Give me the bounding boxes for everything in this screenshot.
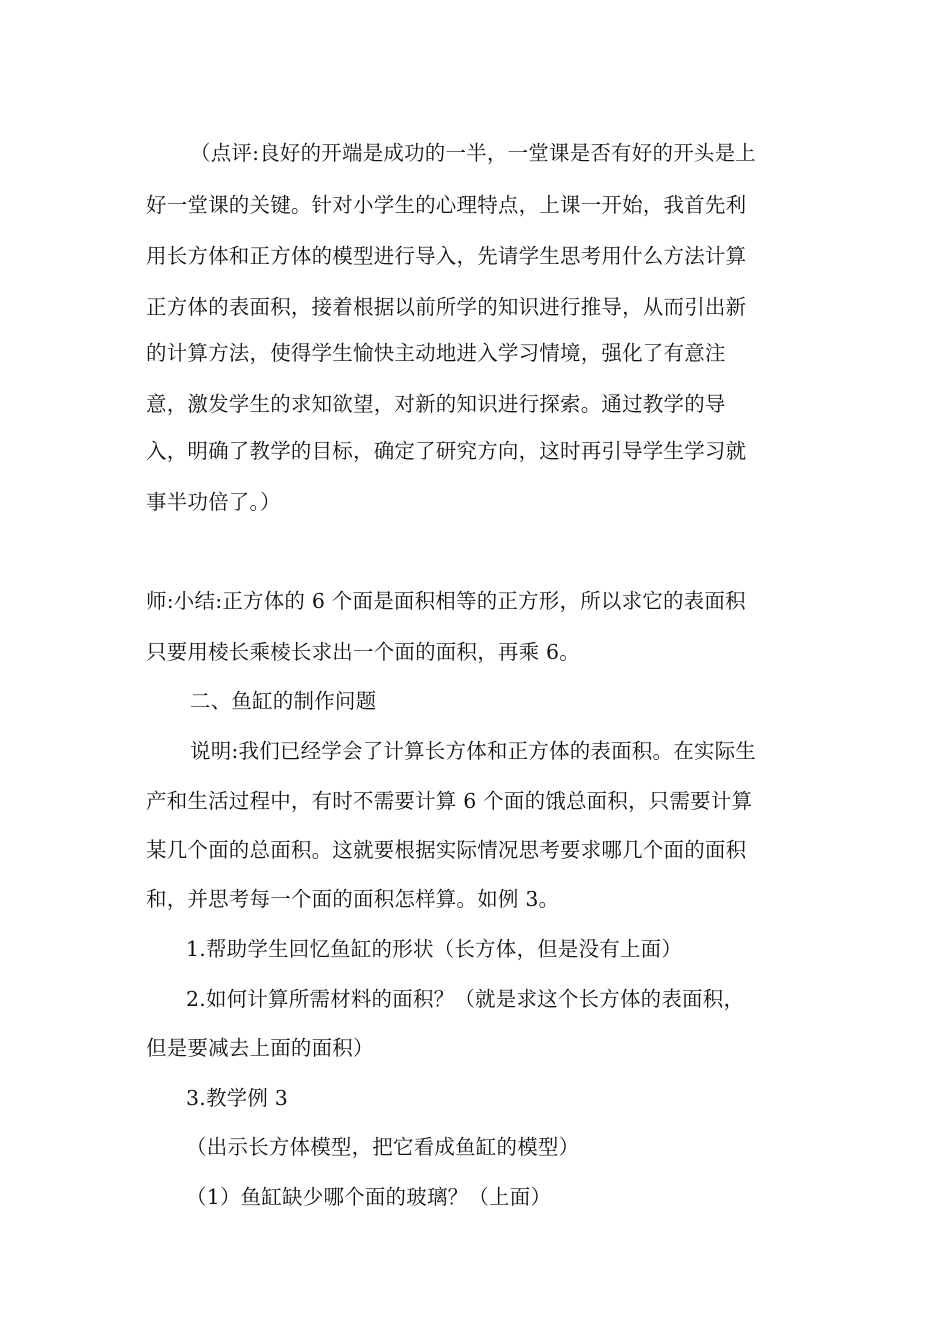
- comment-line-4: 正方体的表面积，接着根据以前所学的知识进行推导，从而引出新: [146, 295, 747, 319]
- question-1: （1）鱼缸缺少哪个面的玻璃？（上面）: [186, 1185, 552, 1209]
- explanation-line-3: 某几个面的总面积。这就要根据实际情况思考要求哪几个面的面积: [146, 838, 747, 862]
- summary-line-1: 师:小结:正方体的 6 个面是面积相等的正方形，所以求它的表面积: [146, 589, 746, 613]
- comment-line-7: 入，明确了教学的目标，确定了研究方向，这时再引导学生学习就: [146, 439, 747, 463]
- comment-line-1: （点评:良好的开端是成功的一半，一堂课是否有好的开头是上: [190, 141, 757, 165]
- explanation-line-2: 产和生活过程中，有时不需要计算 6 个面的饿总面积，只需要计算: [146, 789, 753, 813]
- explanation-line-4: 和，并思考每一个面的面积怎样算。如例 3。: [146, 887, 560, 911]
- comment-line-6: 意，激发学生的求知欲望，对新的知识进行探索。通过教学的导: [146, 392, 726, 416]
- comment-line-3: 用长方体和正方体的模型进行导入，先请学生思考用什么方法计算: [146, 244, 747, 268]
- explanation-line-1: 说明:我们已经学会了计算长方体和正方体的表面积。在实际生: [190, 739, 757, 763]
- comment-line-8: 事半功倍了。）: [146, 490, 281, 514]
- summary-line-2: 只要用棱长乘棱长求出一个面的面积，再乘 6。: [146, 640, 580, 664]
- comment-line-5: 的计算方法，使得学生愉快主动地进入学习情境，强化了有意注: [146, 341, 726, 365]
- comment-line-2: 好一堂课的关键。针对小学生的心理特点，上课一开始，我首先利: [146, 193, 747, 217]
- section-heading: 二、鱼缸的制作问题: [190, 689, 377, 713]
- step-3-note: （出示长方体模型，把它看成鱼缸的模型）: [186, 1135, 580, 1159]
- step-1: 1.帮助学生回忆鱼缸的形状（长方体，但是没有上面）: [186, 937, 683, 961]
- step-2-line-1: 2.如何计算所需材料的面积？（就是求这个长方体的表面积，: [186, 987, 745, 1011]
- step-2-line-2: 但是要减去上面的面积）: [146, 1036, 374, 1060]
- step-3: 3.教学例 3: [186, 1086, 289, 1110]
